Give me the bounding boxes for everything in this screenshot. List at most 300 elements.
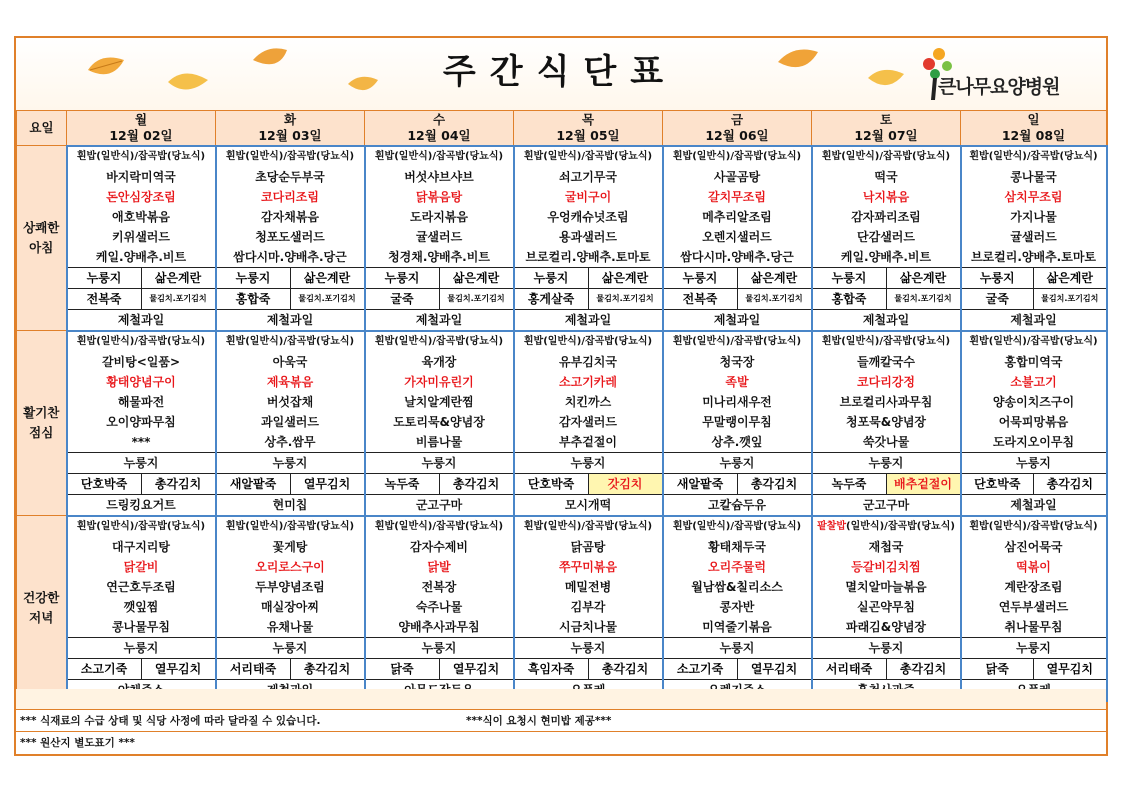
dish: 연근호두조림 — [106, 579, 176, 594]
page-title: 주간식단표 — [442, 52, 678, 92]
dinner-cell — [365, 516, 514, 701]
meal-label-dinner — [17, 516, 67, 701]
porridge-row — [515, 288, 662, 309]
kimchi: 물김치.포기김치 — [588, 289, 662, 309]
porridge: 단호박죽 — [80, 476, 128, 491]
rice-line: 흰밥(일반식)/잡곡밥(당뇨식) — [374, 150, 504, 162]
side-nurungji: 누룽지 — [235, 270, 271, 285]
dinner-cell — [216, 516, 365, 701]
dish: 삼치무조림 — [1004, 189, 1063, 204]
dish: 메밀전병 — [564, 579, 612, 594]
dish: 깻잎찜 — [123, 599, 159, 614]
dish: 상추.쌈무 — [264, 434, 316, 449]
kimchi: 열무김치 — [1033, 659, 1106, 679]
dish: 쌈다시마.양배추.당근 — [680, 249, 794, 264]
breakfast-cell — [812, 146, 961, 331]
dish: 귤샐러드 — [1010, 229, 1057, 244]
lunch-cell — [365, 331, 514, 516]
porridge-row — [813, 473, 960, 494]
dish: 비름나물 — [415, 434, 463, 449]
lunch-cell — [514, 331, 663, 516]
kimchi: 총각김치 — [1033, 474, 1106, 494]
side-boiled-egg: 삶은계란 — [1033, 268, 1106, 288]
dish: 어묵피망볶음 — [998, 414, 1069, 429]
rice-line: 흰밥(일반식)/잡곡밥(당뇨식) — [374, 335, 504, 347]
dish: 미나리새우전 — [702, 394, 772, 409]
porridge-row — [366, 288, 513, 309]
porridge: 굴죽 — [985, 291, 1009, 306]
side-nurungji: 누룽지 — [979, 270, 1015, 285]
breakfast-cell — [961, 146, 1107, 331]
dinner-cell — [812, 516, 961, 701]
day-name: 화 — [283, 111, 297, 127]
rice-line: 흰밥(일반식)/잡곡밥(당뇨식) — [225, 520, 355, 532]
porridge: 소고기죽 — [676, 661, 724, 676]
side-row — [962, 267, 1106, 288]
dish: 갈비탕<일품> — [101, 354, 181, 369]
porridge: 전복죽 — [86, 291, 122, 306]
nurungji: 누룽지 — [515, 452, 662, 473]
nurungji: 누룽지 — [962, 452, 1106, 473]
dish: 시금치나물 — [559, 619, 617, 634]
rice-line: 흰밥(일반식)/잡곡밥(당뇨식) — [969, 150, 1098, 162]
dessert: 군고구마 — [813, 494, 960, 515]
dish: 닭곰탕 — [570, 539, 606, 554]
day-header — [961, 111, 1107, 146]
dinner-row — [17, 516, 1107, 701]
nurungji: 누룽지 — [217, 452, 364, 473]
porridge-row — [813, 288, 960, 309]
side-row — [515, 267, 662, 288]
note-origin: *** 원산지 별도표기 *** — [20, 737, 135, 749]
day-name: 토 — [879, 111, 893, 127]
nurungji: 누룽지 — [515, 637, 662, 658]
dish: 계란장조림 — [1004, 579, 1063, 594]
rice-line: 흰밥(일반식)/잡곡밥(당뇨식) — [672, 150, 802, 162]
breakfast-cell — [365, 146, 514, 331]
rice-line: 흰밥(일반식)/잡곡밥(당뇨식) — [76, 150, 206, 162]
dish: 치킨까스 — [564, 394, 612, 409]
dessert: 제철과일 — [962, 494, 1106, 515]
dish: 양송이치즈구이 — [992, 394, 1075, 409]
nurungji: 누룽지 — [68, 452, 215, 473]
rice-line: 흰밥(일반식)/잡곡밥(당뇨식) — [672, 335, 802, 347]
breakfast-row — [17, 146, 1107, 331]
day-name: 목 — [581, 111, 595, 127]
meal-label-breakfast — [17, 146, 67, 331]
side-nurungji: 누룽지 — [682, 270, 718, 285]
nurungji: 누룽지 — [813, 637, 960, 658]
dessert: 제철과일 — [366, 309, 513, 330]
dish: 쑥갓나물 — [862, 434, 910, 449]
dish: 부추겉절이 — [559, 434, 617, 449]
meal-label-line: 건강한 — [23, 590, 60, 605]
dish: 가지나물 — [1010, 209, 1057, 224]
rice-line: 흰밥(일반식)/잡곡밥(당뇨식) — [76, 520, 206, 532]
rice-line: 흰밥(일반식)/잡곡밥(당뇨식) — [969, 335, 1098, 347]
dish: 청포묵&양념장 — [845, 414, 927, 429]
kimchi: 총각김치 — [588, 659, 662, 679]
side-boiled-egg: 삶은계란 — [588, 268, 662, 288]
porridge-row — [962, 658, 1106, 679]
day-name: 일 — [1027, 111, 1040, 127]
side-row — [366, 267, 513, 288]
dish: 감자수제비 — [410, 539, 468, 554]
nurungji: 누룽지 — [366, 452, 513, 473]
porridge: 서리태죽 — [229, 661, 277, 676]
dish: 도라지오이무침 — [992, 434, 1075, 449]
note-row-2 — [16, 731, 1106, 754]
rice-line: 흰밥(일반식)/잡곡밥(당뇨식) — [523, 520, 653, 532]
rice-line: 흰밥(일반식)/잡곡밥(당뇨식) — [672, 520, 802, 532]
porridge-row — [68, 658, 215, 679]
dish: 감자꽈리조림 — [851, 209, 921, 224]
porridge: 서리태죽 — [825, 661, 873, 676]
kimchi: 열무김치 — [290, 474, 364, 494]
dish: 쇠고기무국 — [559, 169, 617, 184]
dish: 콩나물국 — [1010, 169, 1057, 184]
dinner-cell — [67, 516, 216, 701]
note-row-1 — [16, 709, 1106, 732]
dish: 감자샐러드 — [559, 414, 617, 429]
rice-line: 흰밥(일반식)/잡곡밥(당뇨식) — [523, 150, 653, 162]
porridge: 홍게살죽 — [527, 291, 575, 306]
dish: 대구지리탕 — [112, 539, 170, 554]
dish: 닭볶음탕 — [415, 189, 463, 204]
dinner-cell — [961, 516, 1107, 701]
day-header — [67, 111, 216, 146]
dish: 소불고기 — [1010, 374, 1057, 389]
meal-label-line: 활기찬 — [23, 405, 60, 420]
dish: 연두부샐러드 — [998, 599, 1069, 614]
day-date: 12월 05일 — [556, 127, 620, 143]
kimchi: 물김치.포기김치 — [290, 289, 364, 309]
breakfast-cell — [663, 146, 812, 331]
porridge: 홍합죽 — [235, 291, 271, 306]
dessert: 모시개떡 — [515, 494, 662, 515]
side-boiled-egg: 삶은계란 — [290, 268, 364, 288]
lunch-cell — [812, 331, 961, 516]
dish: 꽃게탕 — [272, 539, 308, 554]
meal-label-line: 아침 — [29, 240, 54, 255]
dish: 파래김&양념장 — [845, 619, 927, 634]
day-header — [365, 111, 514, 146]
dish: 메추리알조림 — [702, 209, 772, 224]
porridge: 소고기죽 — [80, 661, 128, 676]
dish: 케일.양배추.비트 — [95, 249, 187, 264]
nurungji: 누룽지 — [366, 637, 513, 658]
dish: 굴비구이 — [564, 189, 612, 204]
rice-line: 흰밥(일반식)/잡곡밥(당뇨식) — [76, 335, 206, 347]
rice-line: 흰밥(일반식)/잡곡밥(당뇨식) — [821, 335, 951, 347]
porridge-row — [962, 288, 1106, 309]
dish: 청국장 — [719, 354, 755, 369]
rice-line: 흰밥(일반식)/잡곡밥(당뇨식) — [821, 150, 951, 162]
meal-label-lunch — [17, 331, 67, 516]
breakfast-cell — [514, 146, 663, 331]
side-row — [664, 267, 811, 288]
dish: 전복장 — [421, 579, 457, 594]
breakfast-cell — [216, 146, 365, 331]
dish: 코다리강정 — [857, 374, 915, 389]
header-row — [17, 111, 1107, 146]
leaf-icon — [346, 72, 380, 98]
dessert: 제철과일 — [68, 309, 215, 330]
dessert: 제철과일 — [962, 309, 1106, 330]
rice-line: 흰밥(일반식)/잡곡밥(당뇨식) — [225, 150, 355, 162]
meal-label-line: 저녁 — [29, 610, 54, 625]
dish: 브로컬리.양배추.토마토 — [970, 249, 1097, 264]
day-date: 12월 06일 — [705, 127, 769, 143]
dish: 두부양념조림 — [255, 579, 325, 594]
dessert: 군고구마 — [366, 494, 513, 515]
red-bean-rice: 팥찰밥 — [817, 520, 847, 532]
porridge-row — [217, 473, 364, 494]
dish: 키위샐러드 — [112, 229, 170, 244]
dish: 단감샐러드 — [857, 229, 915, 244]
porridge-row — [366, 473, 513, 494]
day-header — [514, 111, 663, 146]
dish: 버섯잡채 — [266, 394, 314, 409]
dish: 들깨칼국수 — [857, 354, 915, 369]
porridge: 새알팥죽 — [676, 476, 724, 491]
dessert: 고칼슘두유 — [664, 494, 811, 515]
porridge-row — [515, 473, 662, 494]
porridge: 전복죽 — [682, 291, 718, 306]
dish: 바지락미역국 — [106, 169, 176, 184]
kimchi: 열무김치 — [141, 659, 215, 679]
porridge-row — [515, 658, 662, 679]
side-row — [813, 267, 960, 288]
weekly-menu-table — [16, 110, 1108, 702]
kimchi: 물김치.포기김치 — [737, 289, 811, 309]
rice-line — [813, 517, 960, 537]
dish: 닭발 — [427, 559, 451, 574]
dish: 도토리묵&양념장 — [393, 414, 485, 429]
dish: 재첩국 — [868, 539, 904, 554]
dish: 황태채두국 — [708, 539, 766, 554]
header-label: 요일 — [17, 111, 67, 146]
leaf-icon — [866, 64, 906, 94]
dish: 육개장 — [421, 354, 457, 369]
day-date: 12월 02일 — [109, 127, 173, 143]
dish: 과일샐러드 — [261, 414, 319, 429]
kimchi: 총각김치 — [737, 474, 811, 494]
day-header — [216, 111, 365, 146]
dish: 삼진어묵국 — [1004, 539, 1063, 554]
dish: 닭갈비 — [123, 559, 159, 574]
dish: 청경채.양배추.비트 — [388, 249, 490, 264]
kimchi: 배추겉절이 — [886, 474, 960, 494]
porridge: 흑임자죽 — [527, 661, 575, 676]
dish: 감자채볶음 — [261, 209, 319, 224]
dish: 오이양파무침 — [106, 414, 176, 429]
porridge-row — [68, 473, 215, 494]
dish: 홍합미역국 — [1004, 354, 1063, 369]
dish: 해물파전 — [117, 394, 165, 409]
porridge-row — [664, 473, 811, 494]
dessert: 현미칩 — [217, 494, 364, 515]
porridge-row — [962, 473, 1106, 494]
dish: 쭈꾸미볶음 — [559, 559, 617, 574]
dish: *** — [131, 434, 151, 449]
porridge-row — [68, 288, 215, 309]
dish: 취나물무침 — [1004, 619, 1063, 634]
porridge-row — [217, 288, 364, 309]
day-date: 12월 04일 — [407, 127, 471, 143]
nurungji: 누룽지 — [664, 452, 811, 473]
dish: 미역줄기볶음 — [702, 619, 772, 634]
dish: 오리주물럭 — [708, 559, 766, 574]
dish: 갈치무조림 — [708, 189, 766, 204]
day-name: 월 — [134, 111, 148, 127]
side-boiled-egg: 삶은계란 — [141, 268, 215, 288]
side-nurungji: 누룽지 — [533, 270, 569, 285]
day-header — [663, 111, 812, 146]
dessert: 드링킹요거트 — [68, 494, 215, 515]
dish: 숙주나물 — [415, 599, 463, 614]
dish: 사골곰탕 — [713, 169, 761, 184]
side-boiled-egg: 삶은계란 — [439, 268, 513, 288]
dinner-cell — [663, 516, 812, 701]
kimchi: 열무김치 — [439, 659, 513, 679]
breakfast-cell — [67, 146, 216, 331]
leaf-icon — [166, 68, 210, 98]
dish: 브로컬리.양배추.토마토 — [525, 249, 651, 264]
dish: 가자미유린기 — [404, 374, 474, 389]
porridge: 닭죽 — [390, 661, 414, 676]
kimchi: 총각김치 — [886, 659, 960, 679]
dish: 떡국 — [874, 169, 898, 184]
side-row — [68, 267, 215, 288]
dish: 청포도샐러드 — [255, 229, 325, 244]
porridge: 홍합죽 — [831, 291, 867, 306]
kimchi: 물김치.포기김치 — [141, 289, 215, 309]
nurungji: 누룽지 — [217, 637, 364, 658]
nurungji: 누룽지 — [68, 637, 215, 658]
meal-label-line: 상쾌한 — [23, 220, 60, 235]
rice-line: 흰밥(일반식)/잡곡밥(당뇨식) — [969, 520, 1098, 532]
dessert: 제철과일 — [664, 309, 811, 330]
dish: 용과샐러드 — [559, 229, 617, 244]
porridge-row — [664, 288, 811, 309]
dish: 멸치알마늘볶음 — [845, 579, 927, 594]
day-header — [812, 111, 961, 146]
dish: 코다리조림 — [261, 189, 319, 204]
dish: 양배추사과무침 — [398, 619, 480, 634]
dish: 소고기카레 — [559, 374, 617, 389]
porridge: 녹두죽 — [384, 476, 420, 491]
day-name: 수 — [432, 111, 446, 127]
porridge: 녹두죽 — [831, 476, 867, 491]
rice-line: 흰밥(일반식)/잡곡밥(당뇨식) — [523, 335, 653, 347]
note-supply: *** 식재료의 수급 상태 및 식당 사정에 따라 달라질 수 있습니다. — [20, 715, 321, 727]
lunch-cell — [67, 331, 216, 516]
dish: 실곤약무침 — [857, 599, 915, 614]
side-row — [217, 267, 364, 288]
kimchi: 총각김치 — [290, 659, 364, 679]
dish: 오리로스구이 — [255, 559, 325, 574]
dish: 황태양념구이 — [106, 374, 176, 389]
kimchi: 총각김치 — [141, 474, 215, 494]
lunch-cell — [961, 331, 1107, 516]
porridge: 굴죽 — [390, 291, 414, 306]
dish: 유부김치국 — [559, 354, 617, 369]
side-nurungji: 누룽지 — [831, 270, 867, 285]
kimchi: 물김치.포기김치 — [439, 289, 513, 309]
day-date: 12월 08일 — [1001, 127, 1066, 143]
dish: 월남쌈&칠리소스 — [691, 579, 783, 594]
kimchi: 물김치.포기김치 — [886, 289, 960, 309]
dish: 콩자반 — [719, 599, 755, 614]
dessert: 제철과일 — [217, 309, 364, 330]
dish: 유채나물 — [266, 619, 314, 634]
nurungji: 누룽지 — [962, 637, 1106, 658]
dish: 제육볶음 — [266, 374, 314, 389]
dish: 낙지볶음 — [862, 189, 910, 204]
dish: 상추.깻잎 — [711, 434, 763, 449]
kimchi: 총각김치 — [439, 474, 513, 494]
dish: 버섯샤브샤브 — [404, 169, 474, 184]
dish: 초당순두부국 — [255, 169, 325, 184]
dish: 김부각 — [570, 599, 606, 614]
dish: 오렌지샐러드 — [702, 229, 772, 244]
day-date: 12월 03일 — [258, 127, 322, 143]
dish: 브로컬리사과무침 — [839, 394, 933, 409]
porridge-row — [217, 658, 364, 679]
porridge: 단호박죽 — [527, 476, 575, 491]
dish: 도라지볶음 — [410, 209, 468, 224]
leaf-icon — [776, 44, 820, 76]
leaf-icon — [251, 44, 289, 74]
porridge-row — [664, 658, 811, 679]
dish: 매실장아찌 — [261, 599, 319, 614]
lunch-row — [17, 331, 1107, 516]
side-boiled-egg: 삶은계란 — [886, 268, 960, 288]
dish: 우엉캐슈넛조림 — [547, 209, 629, 224]
dessert: 제철과일 — [515, 309, 662, 330]
dish: 콩나물무침 — [112, 619, 170, 634]
dinner-cell — [514, 516, 663, 701]
porridge: 단호박죽 — [974, 476, 1021, 491]
day-date: 12월 07일 — [854, 127, 918, 143]
kimchi: 물김치.포기김치 — [1033, 289, 1106, 309]
dish: 날치알계란찜 — [404, 394, 474, 409]
leaf-icon — [86, 52, 126, 86]
nurungji: 누룽지 — [664, 637, 811, 658]
dish: 애호박볶음 — [112, 209, 170, 224]
side-nurungji: 누룽지 — [384, 270, 420, 285]
meal-label-line: 점심 — [29, 425, 54, 440]
porridge-row — [813, 658, 960, 679]
nurungji: 누룽지 — [813, 452, 960, 473]
day-name: 금 — [730, 111, 744, 127]
dish: 귤샐러드 — [415, 229, 463, 244]
dish: 돈안심장조림 — [106, 189, 176, 204]
dish: 무말랭이무침 — [702, 414, 772, 429]
dish: 떡볶이 — [1016, 559, 1051, 574]
dish: 아욱국 — [272, 354, 308, 369]
hospital-name: 큰나무요양병원 — [938, 76, 1060, 98]
porridge: 닭죽 — [985, 661, 1009, 676]
dish: 쌈다시마.양배추.당근 — [233, 249, 347, 264]
lunch-cell — [216, 331, 365, 516]
porridge: 새알팥죽 — [229, 476, 277, 491]
spacer-row — [16, 689, 1106, 709]
dessert: 제철과일 — [813, 309, 960, 330]
note-brown-rice: ***식이 요청시 현미밥 제공*** — [466, 715, 612, 727]
kimchi: 갓김치 — [588, 474, 662, 494]
